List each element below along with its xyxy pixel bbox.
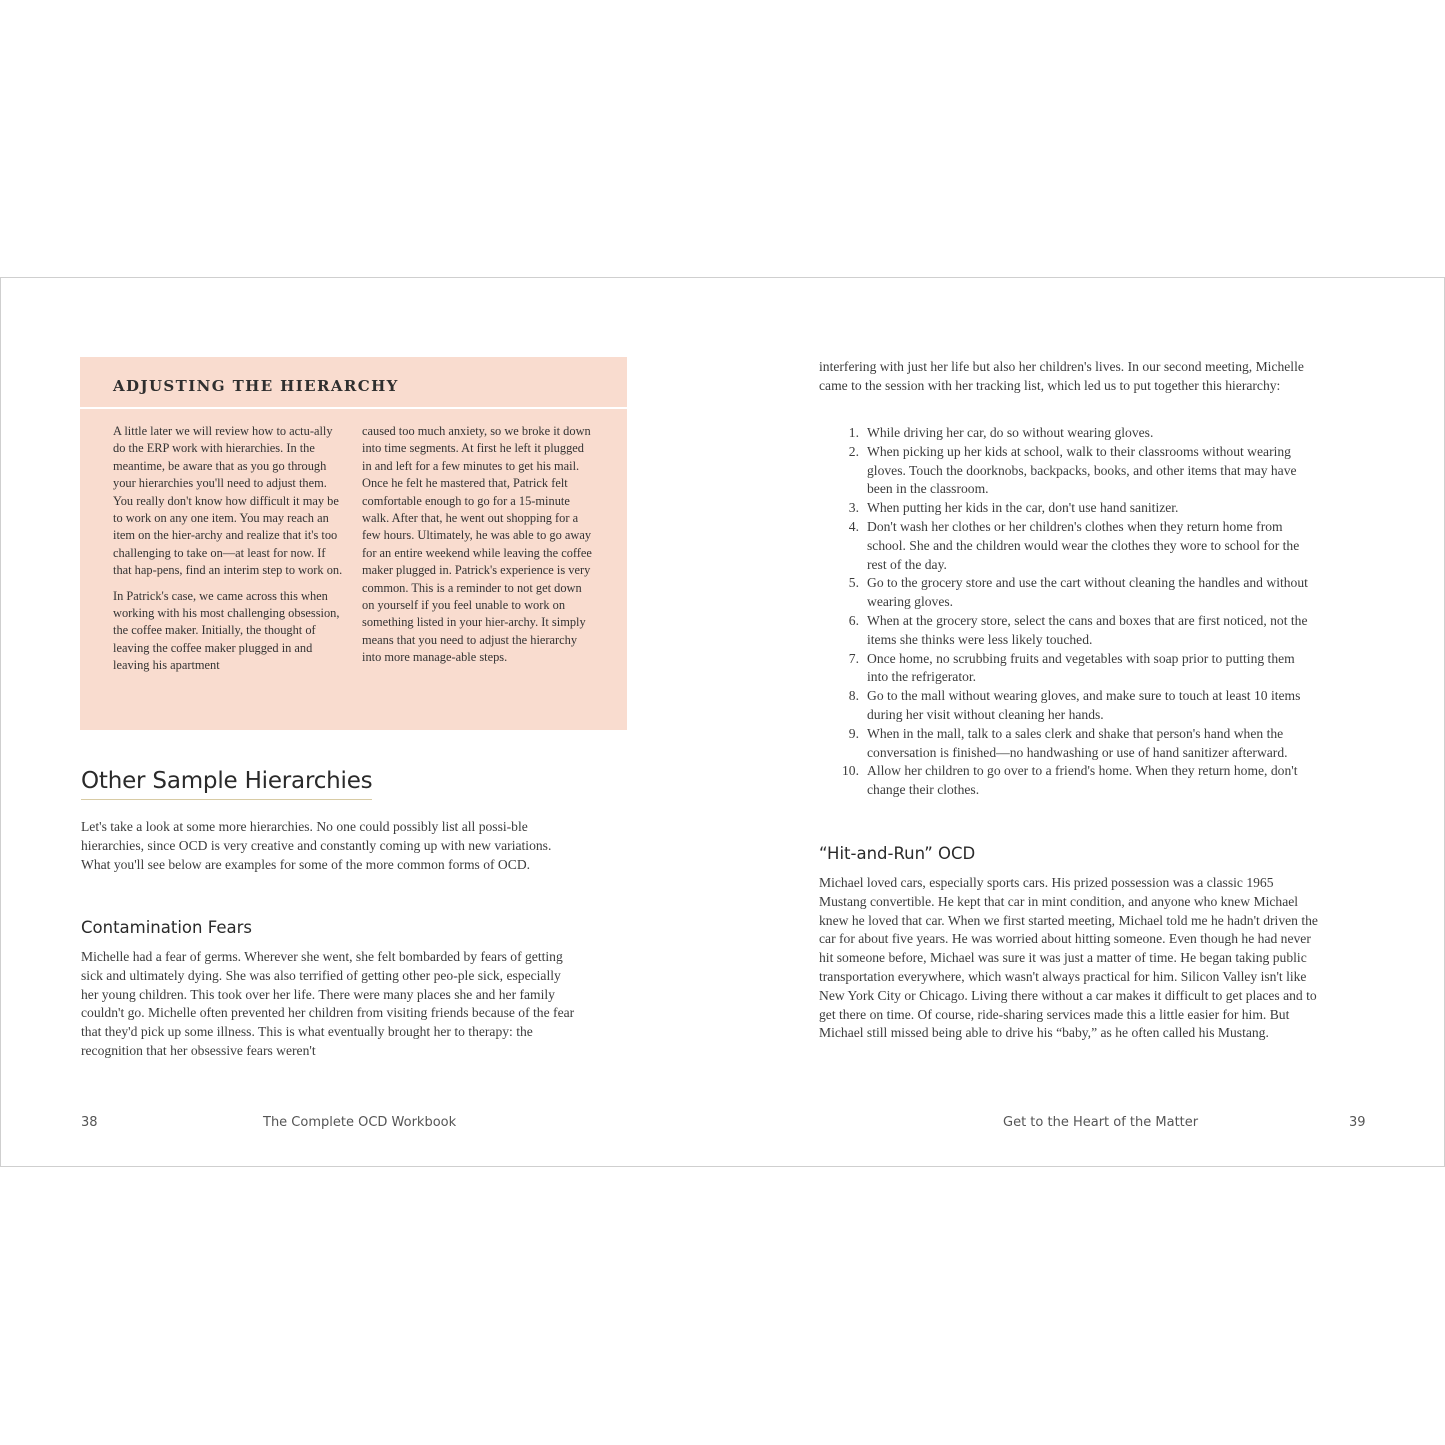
sidebar-column-2 <box>362 423 594 675</box>
list-item-number: 2. <box>848 443 859 459</box>
list-item-text: Go to the mall without wearing gloves, and make sure to touch at least 10 items during her visit without cleaning her hands. <box>867 688 1301 722</box>
list-item-text: Go to the grocery store and use the cart without cleaning the handles and without wearing gloves. <box>867 575 1308 610</box>
sidebar-title: ADJUSTING THE HIERARCHY <box>113 377 399 395</box>
hierarchy-list <box>819 424 1319 800</box>
list-item-number: 3. <box>848 500 859 516</box>
list-item-number: 6. <box>848 612 859 628</box>
body-paragraph <box>81 948 581 1061</box>
list-item-number: 7. <box>848 650 859 666</box>
intro-text: Let's take a look at some more hierarchies. No one could possibly list all possi-ble hierarchies, since OCD is very creative and constantly coming up with new variations. What you'll see below are examples for some of the more common forms of OCD. <box>81 819 552 872</box>
list-item-text: When at the grocery store, select the cans and boxes that are first noticed, not the items she thinks were less likely touched. <box>867 612 1308 647</box>
list-item-number: 5. <box>848 575 859 591</box>
subsection-heading: Contamination Fears <box>81 918 252 937</box>
sidebar-box <box>80 357 627 730</box>
running-footer: The Complete OCD Workbook <box>263 1115 457 1130</box>
sidebar-paragraph: In Patrick's case, we came across this when working with his most challenging obsession, the coffee maker. Initially, the thought of leaving the coffee maker plugged in and leaving his apartment <box>113 588 340 673</box>
list-item-text: Once home, no scrubbing fruits and vegetables with soap prior to putting them into the refrigerator. <box>867 650 1295 685</box>
sidebar-divider <box>80 407 627 409</box>
body-text: interfering with just her life but also her children's lives. In our second meeting, Michelle came to the session with her tracking list, which led us to put together this hierarchy: <box>819 359 1304 393</box>
sidebar-paragraph: A little later we will review how to actu-ally do the ERP work with hierarchies. In the meantime, be aware that as you go through your hierarchies you'll need to adjust them. You really don't know how difficult it may be to work on any one item. You may reach an item on the hier-archy and realize that it's too challenging to take on—at least for now. If that hap-pens, find an interim step to work on. <box>113 424 343 578</box>
body-text: Michelle had a fear of germs. Wherever she went, she felt bombarded by fears of getting sick and ultimately dying. She was also terrified of getting other peo-ple sick, especially her young children. This took over her life. There were many places she and her family couldn't go. Michelle often prevented her children from visiting friends because of the fear that they'd pick up some illness. This is what eventually brought her to therapy: the recognition that her obsessive fears weren't <box>81 949 575 1058</box>
intro-paragraph <box>81 818 581 874</box>
list-item-number: 9. <box>848 725 859 741</box>
list-item <box>819 725 1319 763</box>
right-page <box>723 278 1444 1166</box>
left-page <box>1 278 723 1166</box>
subsection-heading: “Hit-and-Run” OCD <box>819 844 976 863</box>
list-item-text: While driving her car, do so without wearing gloves. <box>867 425 1154 440</box>
list-item-text: When putting her kids in the car, don't use hand sanitizer. <box>867 500 1179 516</box>
running-footer: Get to the Heart of the Matter <box>1003 1115 1199 1130</box>
page-number: 38 <box>81 1115 98 1130</box>
list-item <box>819 612 1319 650</box>
list-item-text: When in the mall, talk to a sales clerk and shake that person's hand when the conversation is finished—no handwashing or use of hand sanitizer afterward. <box>867 725 1288 760</box>
body-paragraph <box>819 874 1319 1043</box>
list-item <box>819 499 1319 518</box>
list-item <box>819 518 1319 574</box>
list-item-number: 1. <box>848 425 859 440</box>
list-item <box>819 762 1319 800</box>
list-item-number: 8. <box>848 688 859 704</box>
list-item-text: Don't wash her clothes or her children's clothes when they return home from school. She and the children would wear the clothes they wore to school for the rest of the day. <box>867 518 1300 572</box>
list-item <box>819 443 1319 499</box>
body-text: Michael loved cars, especially sports cars. His prized possession was a classic 1965 Mustang convertible. He kept that car in mint condition, and anyone who knew Michael knew he loved that car. When we first started meeting, Michael told me he hadn't driven the car for about five years. He was worried about hitting someone. Even though he had never hit someone before, Michael was sure it was just a matter of time. He began taking public transportation everywhere, which wasn't always practical for him. Silicon Valley isn't like New York City or Chicago. Living there without a car makes it difficult to get places and to get there on time. Of course, ride-sharing services made this a little easier for him. But Michael still missed being able to drive his “baby,” as he often called his Mustang. <box>819 875 1318 1041</box>
list-item-text: When picking up her kids at school, walk to their classrooms without wearing gloves. Touch the doorknobs, backpacks, books, and other items that may have been in the classroom. <box>867 443 1297 497</box>
list-item-number: 10. <box>842 763 859 779</box>
list-item-text: Allow her children to go over to a friend's home. When they return home, don't change their clothes. <box>867 763 1298 798</box>
book-spread <box>0 277 1445 1167</box>
sidebar-paragraph: caused too much anxiety, so we broke it down into time segments. At first he left it plugged in and left for a few minutes to get his mail. Once he felt he mastered that, Patrick felt comfortable enough to go for a 15-minute walk. After that, he went out shopping for a few hours. Ultimately, he was able to go away for an entire weekend while leaving the coffee maker plugged in. Patrick's experience is very common. This is a reminder to not get down on yourself if you feel unable to work on something listed in your hier-archy. It simply means that you need to adjust the hierarchy into more manage-able steps. <box>362 424 592 665</box>
list-item <box>819 574 1319 612</box>
list-item <box>819 687 1319 725</box>
sidebar-column-1 <box>113 423 345 683</box>
list-item-number: 4. <box>848 518 859 534</box>
page-number: 39 <box>1349 1115 1366 1130</box>
list-item <box>819 650 1319 688</box>
section-heading: Other Sample Hierarchies <box>81 768 372 800</box>
list-item <box>819 424 1319 443</box>
continued-paragraph <box>819 358 1319 396</box>
